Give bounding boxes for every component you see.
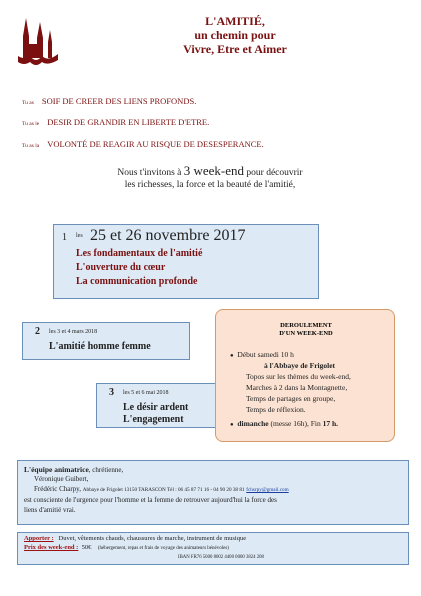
intro-line-3: Tu as la VOLONTÉ DE REAGIR AU RISQUE DE DESESPERANCE. [22, 139, 264, 149]
equipe-box: L'équipe animatrice, chrétienne, Véronique Guibert, Frédéric Charpy, Abbaye de Frigolet 13150 TARASCON Tél : 06 45 87 71 16 - 04 90 20 38 81 fchsrpy@gmail.com est conscientе de l'urgence pour l'homme et la femme de retrouver aujourd'hui la force des liens d'amitié vrai. [17, 460, 409, 525]
weekend-2-box: 2 les 3 et 4 mars 2018 L'amitié homme femme [22, 322, 190, 360]
church-logo-icon [18, 16, 58, 68]
invitation-text: Nous t'invitons à 3 week-end pour découvrir les richesses, la force et la beauté de l'amitié, [117, 163, 303, 190]
weekend-1-box: 1 les 25 et 26 novembre 2017 Les fondamentaux de l'amitié L'ouverture du cœur La communication profonde [53, 224, 319, 299]
deroulement-heading: DEROULEMENT D'UN WEEK-END [279, 322, 333, 337]
bullet-icon: ● [230, 422, 234, 428]
intro-line-2: Tu as le DESIR DE GRANDIR EN LIBERTE D'ETRE. [22, 117, 210, 127]
footer-box: Apporter : Duvet, vêtements chauds, chaussures de marche, instrument de musique Prix des week-end : 50€ (hébergement, repas et frais de voyage des animateurs bénévoles) IBAN FR76 5000 8002 4400 0000 3824 208 [17, 532, 409, 565]
intro-line-1: Tu as SOIF DE CREER DES LIENS PROFONDS. [22, 96, 197, 106]
weekend-3-box: 3 les 5 et 6 mai 2018 Le désir ardent L'engagement [96, 383, 234, 428]
email-link[interactable]: fchsrpy@gmail.com [246, 487, 289, 493]
deroulement-box: DEROULEMENT D'UN WEEK-END ● Début samedi 10 h à l'Abbaye de Frigolet Topos sur les thèmes du week-end, Marches à 2 dans la Montagnette, Temps de partages en groupe, Temps de réflexion. ● dimanche (messe 16h), Fin 17 h. [215, 309, 395, 442]
page-title: L'AMITIÉ, un chemin pour Vivre, Etre et Aimer [183, 14, 287, 56]
bullet-icon: ● [230, 353, 234, 359]
